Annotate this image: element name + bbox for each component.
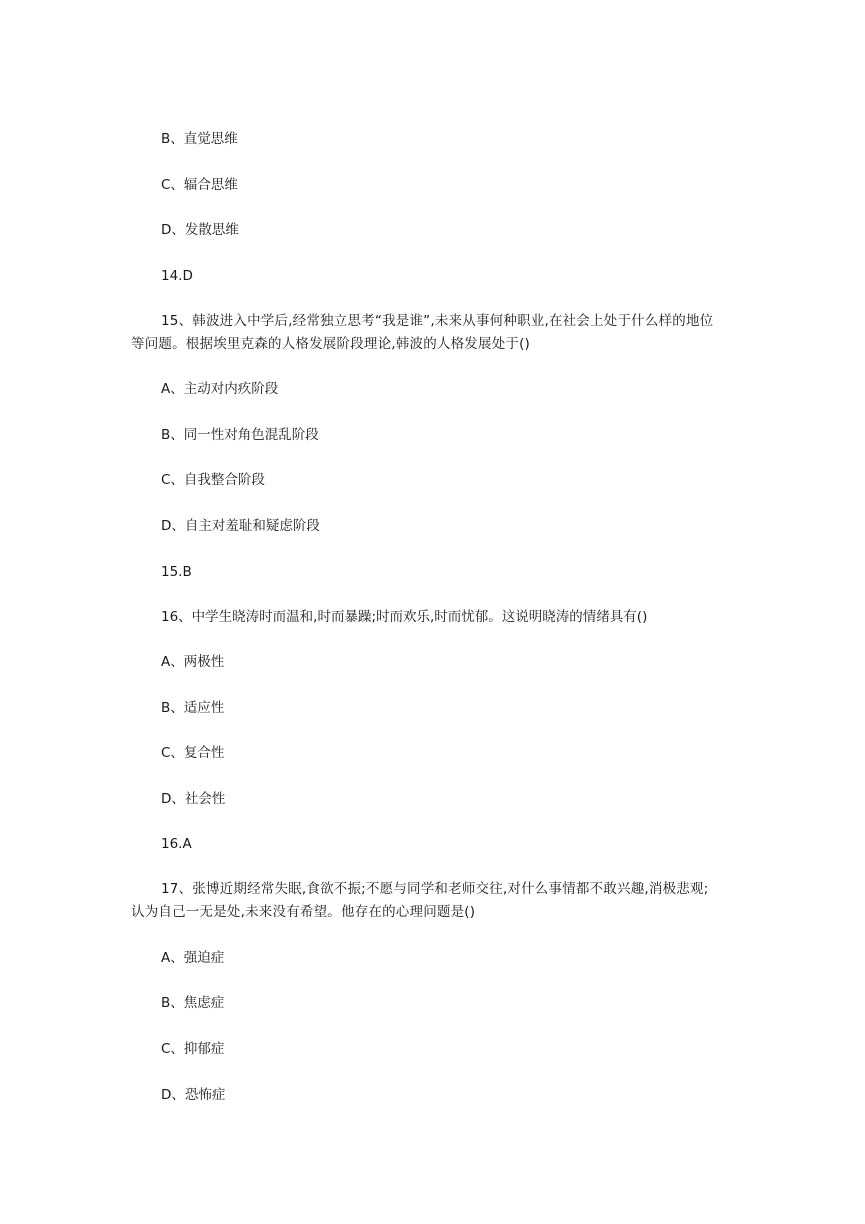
option-17-b: B、焦虑症 — [161, 995, 225, 1011]
option-17-c: C、抑郁症 — [161, 1041, 225, 1057]
question-16: 16、中学生晓涛时而温和,时而暴躁;时而欢乐,时而忧郁。这说明晓涛的情绪具有() — [161, 609, 648, 625]
option-c-convergent-thinking: C、辐合思维 — [161, 177, 238, 193]
question-17: 17、张博近期经常失眠,食欲不振;不愿与同学和老师交往,对什么事情都不敢兴趣,消极悲观;认为自己一无是处,未来没有希望。他存在的心理问题是() — [131, 881, 709, 920]
option-16-c: C、复合性 — [161, 745, 225, 761]
answer-16: 16.A — [161, 836, 192, 852]
option-16-b: B、适应性 — [161, 700, 225, 716]
option-17-a: A、强迫症 — [161, 950, 225, 966]
option-15-a: A、主动对内疚阶段 — [161, 381, 279, 397]
option-16-a: A、两极性 — [161, 654, 225, 670]
question-15: 15、韩波进入中学后,经常独立思考“我是谁”,未来从事何种职业,在社会上处于什么样的地位等问题。根据埃里克森的人格发展阶段理论,韩波的人格发展处于() — [131, 313, 714, 352]
answer-14: 14.D — [161, 268, 193, 284]
answer-15: 15.B — [161, 564, 192, 580]
option-16-d: D、社会性 — [161, 791, 226, 807]
option-15-d: D、自主对羞耻和疑虑阶段 — [161, 518, 320, 534]
option-d-divergent-thinking: D、发散思维 — [161, 222, 239, 238]
option-b-intuitive-thinking: B、直觉思维 — [161, 131, 238, 147]
option-15-b: B、同一性对角色混乱阶段 — [161, 427, 319, 443]
option-15-c: C、自我整合阶段 — [161, 472, 265, 488]
option-17-d: D、恐怖症 — [161, 1087, 226, 1103]
